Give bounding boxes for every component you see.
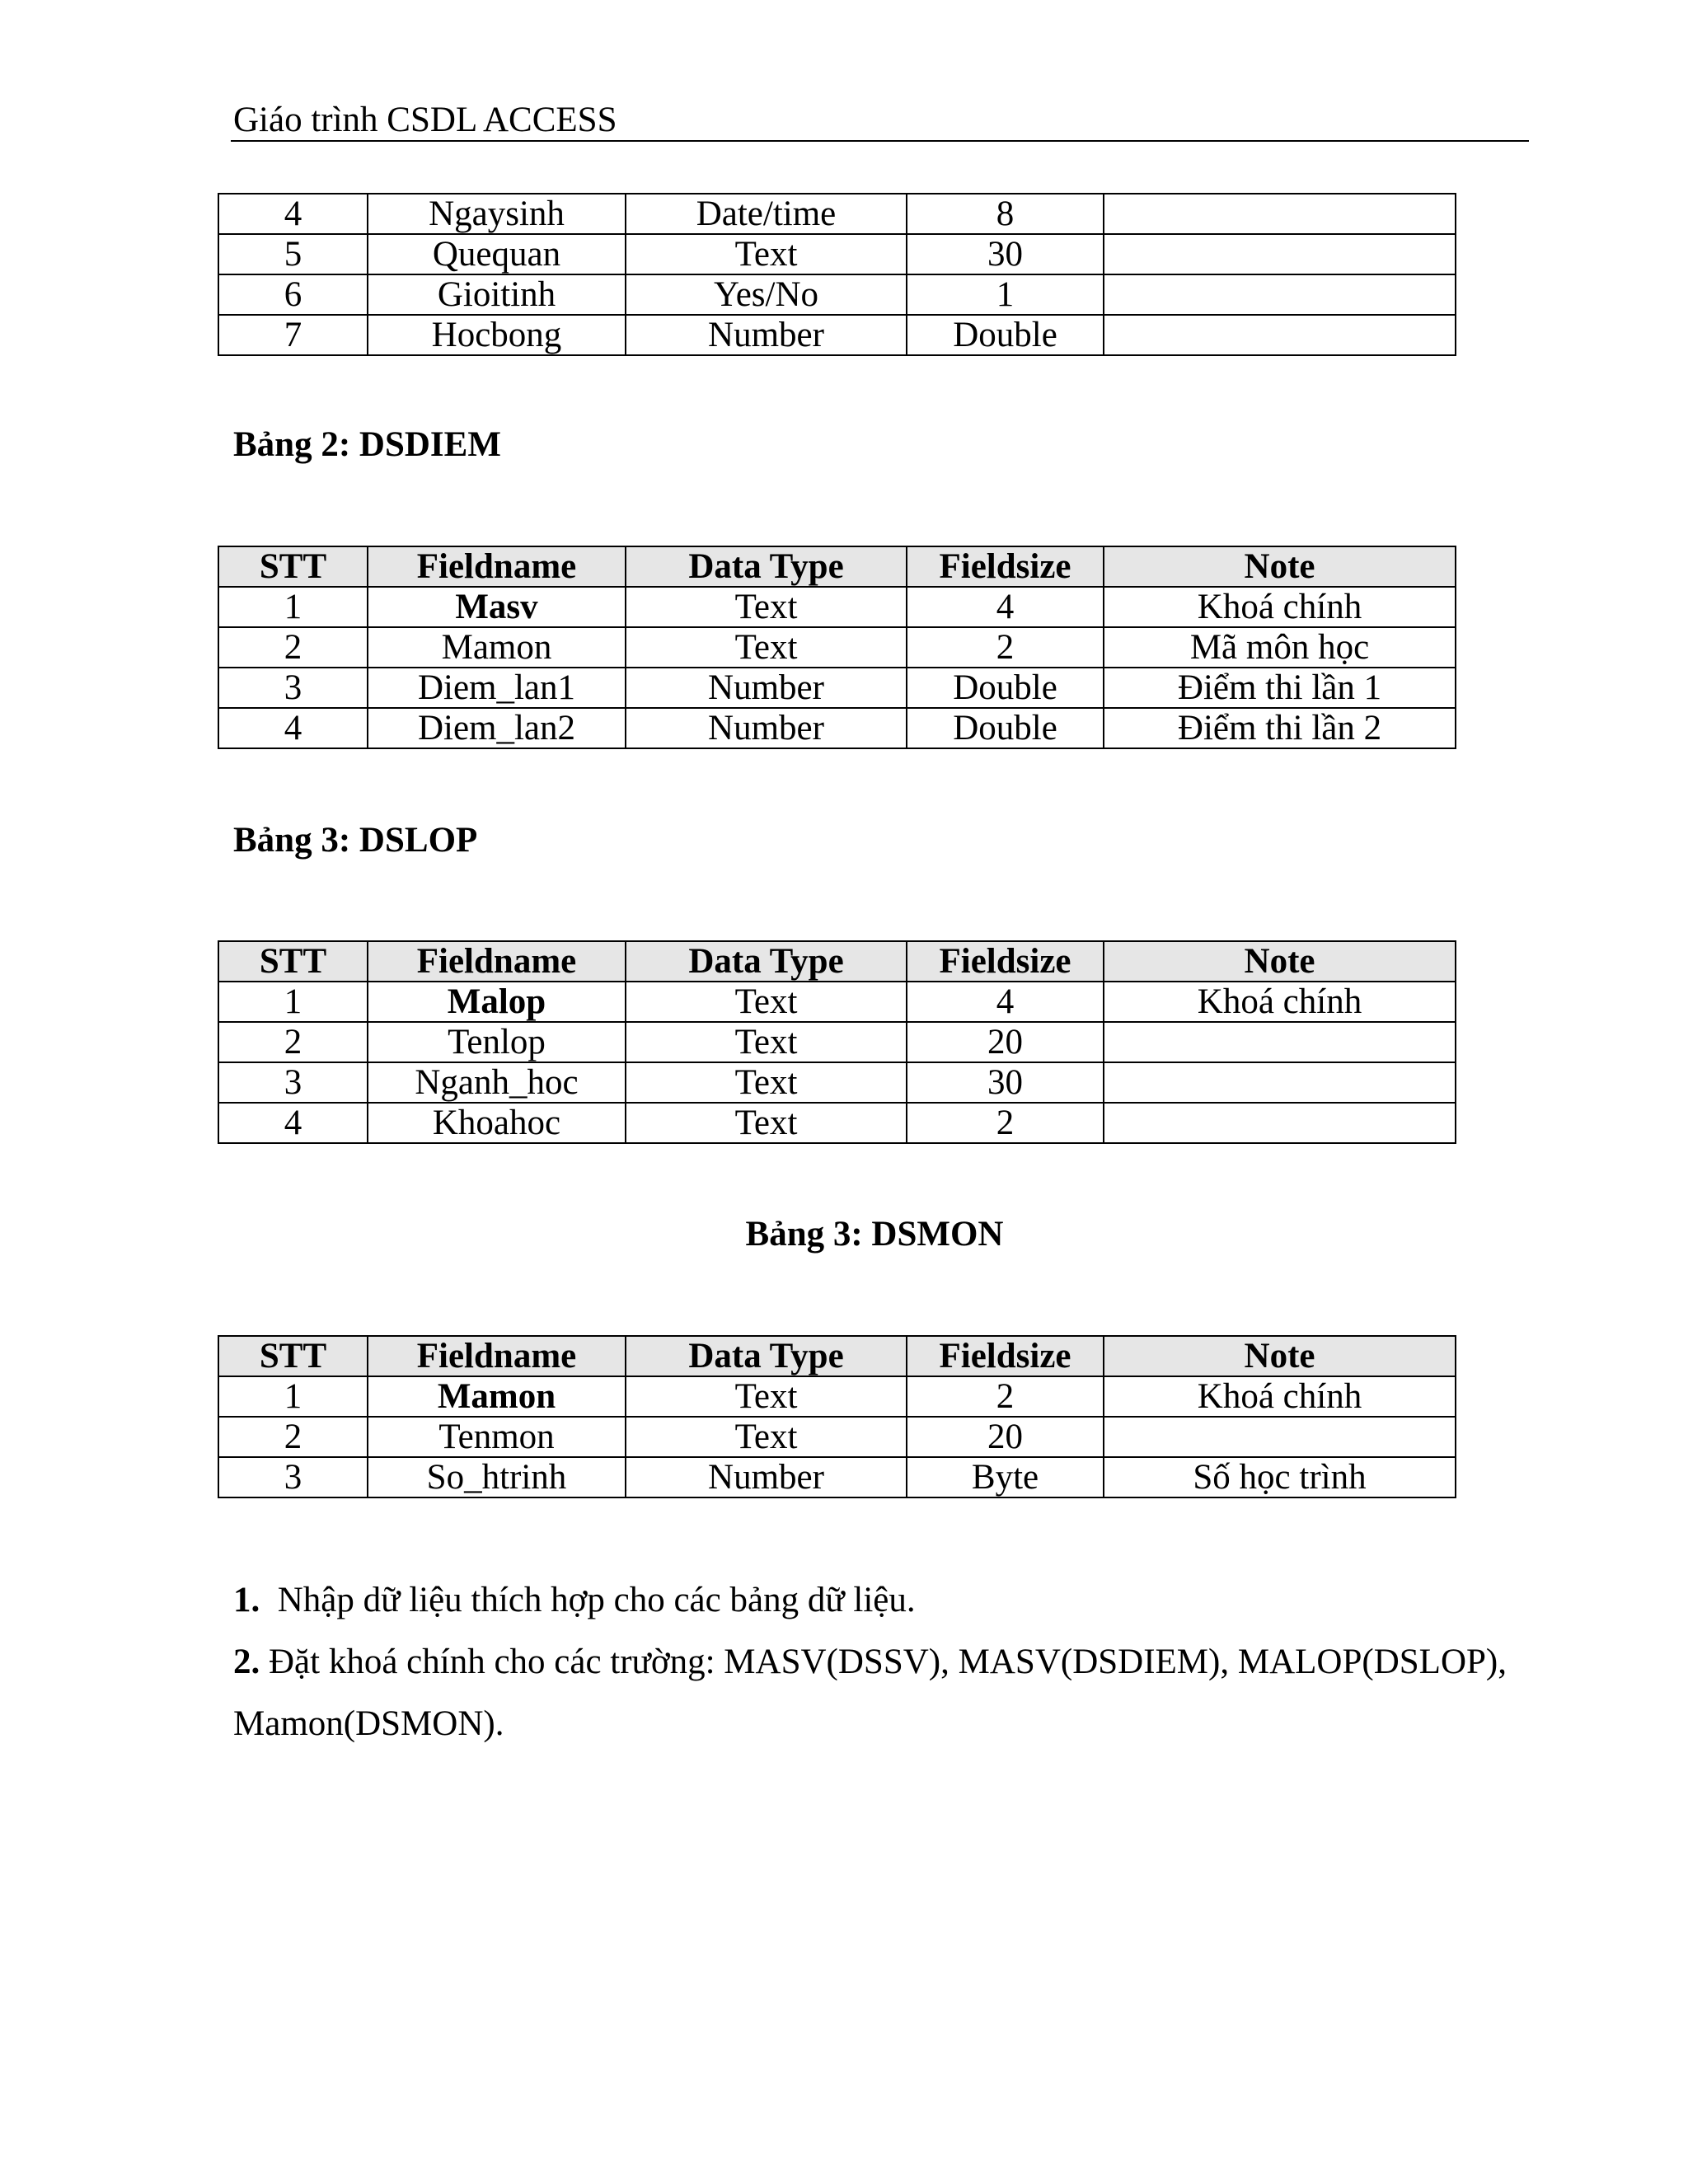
cell-fieldname: Tenlop [368, 1022, 626, 1062]
instruction-text: Đặt khoá chính cho các trường: MASV(DSSV), MASV(DSDIEM), MALOP(DSLOP), [269, 1643, 1507, 1681]
table-dssv-continued [218, 193, 1456, 356]
table-row [218, 1103, 1456, 1143]
table-caption-dslop: Bảng 3: DSLOP [233, 821, 478, 860]
cell-data-type: Text [626, 234, 907, 274]
cell-fieldname: Diem_lan2 [368, 708, 626, 748]
column-header-fieldname: Fieldname [368, 941, 626, 982]
cell-stt: 4 [218, 194, 368, 234]
table-row [218, 1457, 1456, 1497]
cell-fieldsize: 30 [907, 1062, 1104, 1103]
column-header-stt: STT [218, 546, 368, 587]
cell-fieldname: Quequan [368, 234, 626, 274]
table-row [218, 234, 1456, 274]
cell-fieldsize: Double [907, 668, 1104, 708]
column-header-note: Note [1104, 941, 1456, 982]
cell-stt: 5 [218, 234, 368, 274]
cell-fieldsize: 30 [907, 234, 1104, 274]
cell-note: Khoá chính [1104, 982, 1456, 1022]
cell-fieldname: Mamon [368, 627, 626, 668]
cell-stt: 2 [218, 1022, 368, 1062]
cell-data-type: Text [626, 1103, 907, 1143]
table-row [218, 274, 1456, 315]
cell-note: Số học trình [1104, 1457, 1456, 1497]
instruction-number: 1. [233, 1581, 260, 1619]
cell-data-type: Number [626, 315, 907, 355]
cell-data-type: Number [626, 708, 907, 748]
cell-data-type: Date/time [626, 194, 907, 234]
cell-stt: 1 [218, 1376, 368, 1417]
table-dsmon [218, 1335, 1456, 1498]
cell-fieldname: So_htrinh [368, 1457, 626, 1497]
table-caption-dsdiem: Bảng 2: DSDIEM [233, 425, 501, 464]
cell-fieldsize: 8 [907, 194, 1104, 234]
table-row [218, 708, 1456, 748]
table-row [218, 1062, 1456, 1103]
cell-data-type: Text [626, 982, 907, 1022]
cell-note [1104, 1417, 1456, 1457]
table-header-row [218, 941, 1456, 982]
cell-fieldsize: 4 [907, 982, 1104, 1022]
column-header-fieldname: Fieldname [368, 1336, 626, 1376]
cell-fieldname: Hocbong [368, 315, 626, 355]
cell-fieldname: Diem_lan1 [368, 668, 626, 708]
cell-stt: 2 [218, 627, 368, 668]
column-header-fieldsize: Fieldsize [907, 1336, 1104, 1376]
cell-fieldsize: 4 [907, 587, 1104, 627]
table-row [218, 1376, 1456, 1417]
table-row [218, 1417, 1456, 1457]
cell-stt: 2 [218, 1417, 368, 1457]
cell-fieldsize: 2 [907, 1103, 1104, 1143]
instruction-text: Nhập dữ liệu thích hợp cho các bảng dữ liệu. [277, 1581, 916, 1619]
table-header-row [218, 546, 1456, 587]
cell-stt: 3 [218, 1457, 368, 1497]
cell-data-type: Number [626, 668, 907, 708]
cell-data-type: Text [626, 1417, 907, 1457]
cell-note [1104, 274, 1456, 315]
cell-note [1104, 234, 1456, 274]
column-header-note: Note [1104, 1336, 1456, 1376]
cell-fieldsize: 1 [907, 274, 1104, 315]
cell-fieldsize: Double [907, 708, 1104, 748]
cell-note [1104, 1103, 1456, 1143]
instruction-number: 2. [233, 1643, 260, 1681]
cell-note: Điểm thi lần 2 [1104, 708, 1456, 748]
cell-fieldname: Ngaysinh [368, 194, 626, 234]
cell-fieldsize: 20 [907, 1417, 1104, 1457]
table-row [218, 627, 1456, 668]
cell-fieldname-key: Malop [368, 982, 626, 1022]
cell-fieldsize: 20 [907, 1022, 1104, 1062]
column-header-stt: STT [218, 941, 368, 982]
cell-stt: 6 [218, 274, 368, 315]
cell-data-type: Text [626, 587, 907, 627]
table-row [218, 1022, 1456, 1062]
instruction-1 [233, 1576, 916, 1625]
cell-data-type: Text [626, 1376, 907, 1417]
column-header-fieldsize: Fieldsize [907, 546, 1104, 587]
cell-fieldsize: 2 [907, 1376, 1104, 1417]
cell-note [1104, 194, 1456, 234]
cell-note: Khoá chính [1104, 1376, 1456, 1417]
cell-fieldname-key: Masv [368, 587, 626, 627]
cell-fieldsize: Byte [907, 1457, 1104, 1497]
column-header-data-type: Data Type [626, 1336, 907, 1376]
table-header-row [218, 1336, 1456, 1376]
cell-fieldname: Gioitinh [368, 274, 626, 315]
cell-stt: 1 [218, 982, 368, 1022]
column-header-data-type: Data Type [626, 941, 907, 982]
instruction-2 [233, 1638, 1507, 1687]
table-row [218, 982, 1456, 1022]
cell-stt: 4 [218, 708, 368, 748]
table-dsdiem [218, 546, 1456, 749]
cell-fieldname: Khoahoc [368, 1103, 626, 1143]
header-rule [231, 140, 1529, 142]
table-row [218, 668, 1456, 708]
cell-fieldsize: 2 [907, 627, 1104, 668]
table-row [218, 194, 1456, 234]
column-header-fieldname: Fieldname [368, 546, 626, 587]
column-header-data-type: Data Type [626, 546, 907, 587]
cell-data-type: Yes/No [626, 274, 907, 315]
header-title: Giáo trình CSDL ACCESS [233, 101, 617, 139]
cell-fieldsize: Double [907, 315, 1104, 355]
table-dslop [218, 940, 1456, 1144]
cell-note [1104, 1062, 1456, 1103]
cell-fieldname: Nganh_hoc [368, 1062, 626, 1103]
cell-note [1104, 315, 1456, 355]
cell-stt: 1 [218, 587, 368, 627]
cell-stt: 7 [218, 315, 368, 355]
cell-data-type: Number [626, 1457, 907, 1497]
cell-note: Điểm thi lần 1 [1104, 668, 1456, 708]
cell-note: Mã môn học [1104, 627, 1456, 668]
cell-note: Khoá chính [1104, 587, 1456, 627]
cell-data-type: Text [626, 627, 907, 668]
cell-stt: 3 [218, 668, 368, 708]
cell-fieldname: Tenmon [368, 1417, 626, 1457]
cell-note [1104, 1022, 1456, 1062]
table-row [218, 587, 1456, 627]
instruction-2-continuation: Mamon(DSMON). [233, 1704, 504, 1743]
table-caption-dsmon: Bảng 3: DSMON [745, 1215, 1004, 1254]
column-header-stt: STT [218, 1336, 368, 1376]
cell-stt: 3 [218, 1062, 368, 1103]
column-header-fieldsize: Fieldsize [907, 941, 1104, 982]
table-row [218, 315, 1456, 355]
cell-stt: 4 [218, 1103, 368, 1143]
column-header-note: Note [1104, 546, 1456, 587]
cell-data-type: Text [626, 1062, 907, 1103]
cell-data-type: Text [626, 1022, 907, 1062]
cell-fieldname-key: Mamon [368, 1376, 626, 1417]
